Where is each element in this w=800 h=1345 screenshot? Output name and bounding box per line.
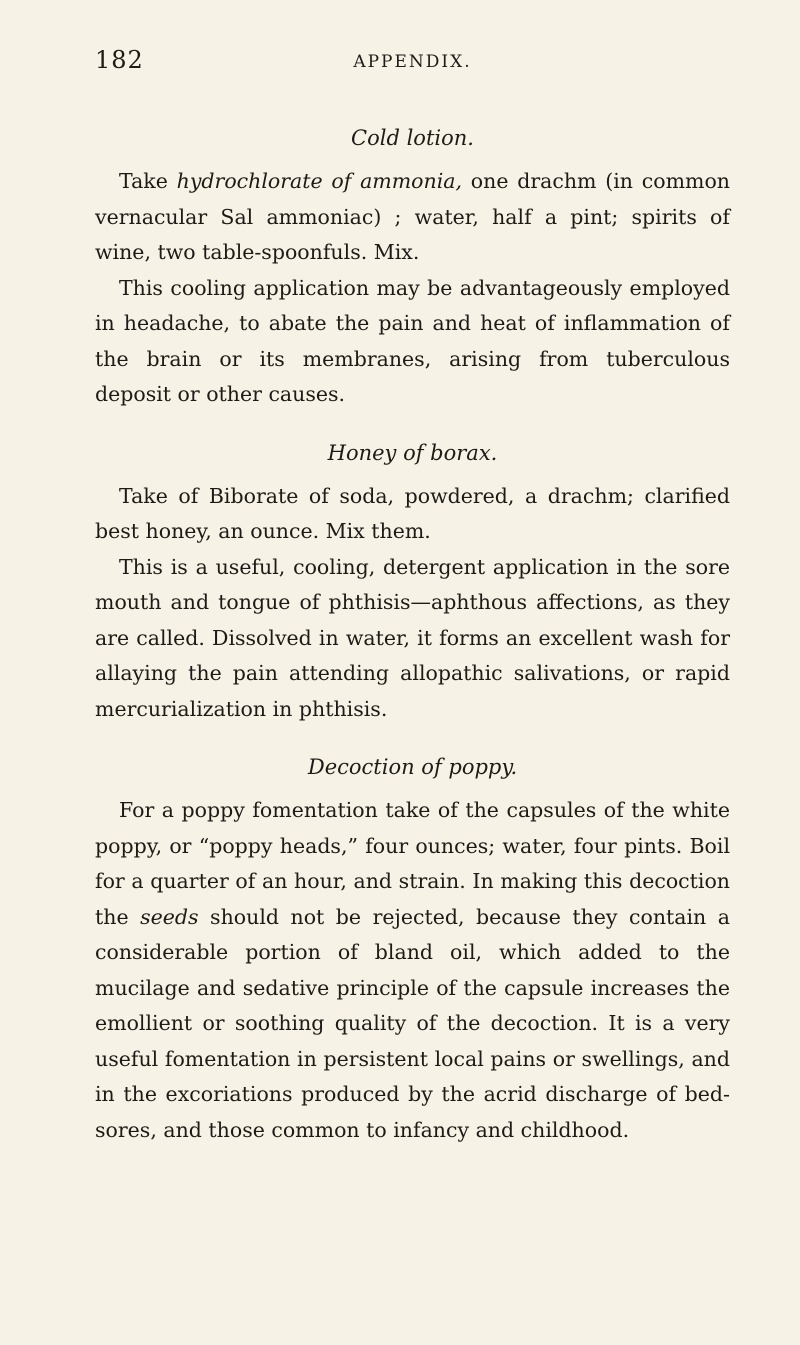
text-run: one drachm (in common vernacular Sal ammoniac) ; water, half a pint; spirits of wine, two table-spoonfuls. Mix. <box>95 169 730 264</box>
text-run: Take <box>119 169 177 193</box>
text-run: should not be rejected, because they contain a considerable portion of bland oil, which added to the mucilage and sedative principle of the capsule increases the emollient or soothing quality of the decoction. It is a very useful fomentation in persistent local pains or swellings, and in the excoriations produced by the acrid discharge of bed-sores, and those common to infancy and childhood. <box>95 904 730 1142</box>
paragraph-cold-lotion-recipe <box>95 164 730 271</box>
italic-text-run: seeds <box>140 904 199 929</box>
paragraph-honey-of-borax-recipe: Take of Biborate of soda, powdered, a drachm; clarified best honey, an ounce. Mix them. <box>95 483 730 543</box>
paragraph-honey-of-borax-usage: This is a useful, cooling, detergent application in the sore mouth and tongue of phthisis—aphthous affections, as they are called. Dissolved in water, it forms an excellent wash for allaying the pain attending allopathic salivations, or rapid mercurialization in phthisis. <box>95 554 730 721</box>
page-body <box>95 120 730 1148</box>
paragraph-decoction-of-poppy <box>95 793 730 1148</box>
section-title-decoction-of-poppy: Decoction of poppy. <box>307 755 518 779</box>
section-title-cold-lotion: Cold lotion. <box>351 126 474 150</box>
italic-text-run: hydrochlorate of ammonia, <box>176 169 463 193</box>
running-title: APPENDIX. <box>353 52 472 72</box>
paragraph-cold-lotion-usage: This cooling application may be advantageously employed in headache, to abate the pain and heat of inflammation of the brain or its membranes, arising from tuberculous deposit or other causes. <box>95 275 730 406</box>
text-run: For a poppy fomentation take of the capsules of the white poppy, or “poppy heads,” four ounces; water, four pints. Boil for a quarter of an hour, and strain. In making this decoction the <box>95 798 730 929</box>
section-title-honey-of-borax: Honey of borax. <box>327 440 498 465</box>
page-number: 182 <box>95 46 144 74</box>
running-head <box>95 46 730 86</box>
